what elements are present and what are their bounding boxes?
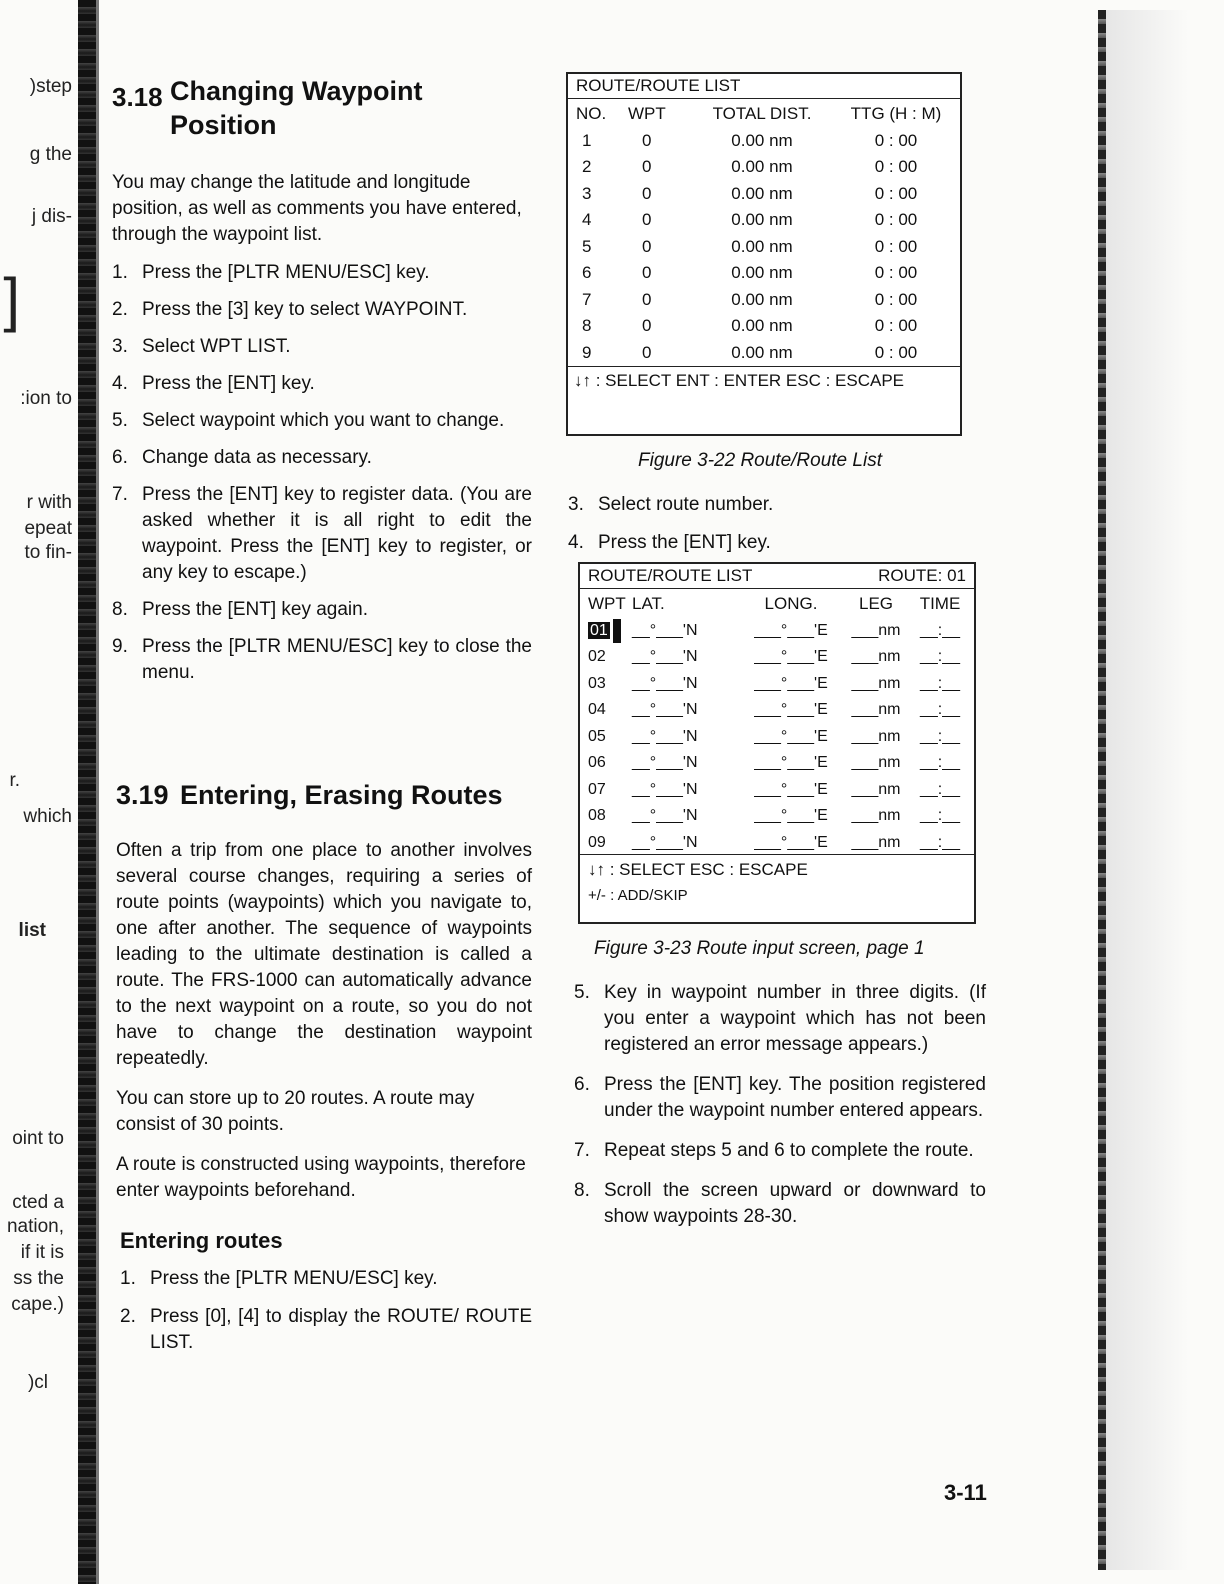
table-cell: 0 : 00 [874,342,918,362]
step-number: 3. [112,336,128,357]
step-text: Press the [ENT] key again. [142,599,368,620]
table-cell: 0.00 nm [731,130,793,150]
waypoint-id-cell [580,697,632,724]
table-cell: 0 : 00 [874,263,918,283]
step-number: 7. [112,484,128,505]
table-cell: 0 [642,236,652,256]
step-number: 9. [112,636,128,657]
step-text: Scroll the screen upward or downward to show waypoints 28-30. [604,1180,986,1227]
step-number: 1. [112,262,128,283]
table-header [568,101,960,128]
column-header: TTG (H : M) [850,104,942,124]
table-cell: 0 [642,183,652,203]
column-header: LEG [858,594,894,614]
table-row [568,260,960,287]
book-binding [78,0,96,1584]
step-number: 5. [574,982,590,1003]
table-cell: 0 [642,157,652,177]
bleed-text: cted a [12,1192,64,1213]
placeholder-field: ___nm [851,648,901,666]
step-text: Press the [PLTR MENU/ESC] key to close the menu. [142,636,532,683]
step-text: Select route number. [598,494,774,515]
table-row [580,803,974,830]
bleed-text: )cl [27,1372,48,1393]
placeholder-field: __°___'N [632,807,698,825]
column-header: WPT [628,104,666,124]
figure-caption: Figure 3-22 Route/Route List [638,450,882,471]
table-row [568,207,960,234]
placeholder-field: __:__ [919,780,961,798]
placeholder-field: ___°___'E [754,780,828,798]
bleed-text: nation, [6,1216,64,1237]
table-row [580,750,974,777]
section-title: Entering, Erasing Routes [180,780,503,810]
table-cell: 0 [642,130,652,150]
table-row [580,618,974,645]
step-number: 8. [574,1180,590,1201]
placeholder-field: __°___'N [632,754,698,772]
table-row [568,340,960,367]
placeholder-field: __:__ [919,833,961,851]
table-row [580,830,974,857]
step-number: 6. [574,1074,590,1095]
step-item [120,1266,532,1292]
placeholder-field: __°___'N [632,833,698,851]
column-header: LONG. [764,594,818,614]
steps-list [116,1266,532,1356]
section-heading [112,74,532,142]
table-cell: 0 : 00 [874,183,918,203]
column-header: TIME [919,594,961,614]
table-cell: 7 [582,289,592,309]
table-cell: 0 : 00 [874,289,918,309]
placeholder-field: ___nm [851,701,901,719]
screen-title-bar [580,564,974,589]
step-number: 1. [120,1268,136,1289]
section-number: 3.19 [116,780,169,810]
paragraph: You can store up to 20 routes. A route may consist of 30 points. [116,1088,475,1135]
placeholder-field: ___°___'E [754,807,828,825]
step-text: Repeat steps 5 and 6 to complete the route. [604,1140,974,1161]
screen-title: ROUTE/ROUTE LIST [568,74,960,99]
table-cell: 0 [642,316,652,336]
placeholder-field: ___°___'E [754,701,828,719]
placeholder-field: __°___'N [632,780,698,798]
table-cell: 0.00 nm [731,342,793,362]
table-row [580,777,974,804]
step-text: Change data as necessary. [142,447,372,468]
step-item [112,297,532,323]
step-item [112,597,532,623]
placeholder-field: __:__ [919,727,961,745]
waypoint-id-cell [580,724,632,751]
step-number: 2. [120,1306,136,1327]
table-cell: 0 [642,210,652,230]
placeholder-field: ___nm [851,754,901,772]
table-row [568,234,960,261]
waypoint-id: 01 [590,621,608,639]
table-cell: 8 [582,316,592,336]
figure-caption: Figure 3-23 Route input screen, page 1 [594,938,925,959]
screen-title: ROUTE/ROUTE LIST [588,566,753,585]
bleed-text: r with [26,492,72,513]
table-cell: 0 : 00 [874,157,918,177]
step-text: Press the [PLTR MENU/ESC] key. [142,262,430,283]
table-cell: 9 [582,342,592,362]
bleed-text: :ion to [20,388,72,409]
waypoint-id-cell [580,671,632,698]
step-number: 2. [112,299,128,320]
table-row [568,287,960,314]
bleed-text: to fin- [24,542,72,563]
step-text: Press the [ENT] key. [142,373,315,394]
table-cell: 0.00 nm [731,316,793,336]
step-item [120,1304,532,1356]
route-input-table [580,591,974,856]
paragraph: A route is constructed using waypoints, therefore enter waypoints beforehand. [116,1154,526,1201]
bleed-text: ] [3,266,20,333]
step-text: Press the [PLTR MENU/ESC] key. [150,1268,438,1289]
bleed-text: j dis- [31,206,72,227]
step-item [112,371,532,397]
placeholder-field: __°___'N [632,621,698,639]
table-cell: 0 : 00 [874,130,918,150]
page-number: 3-11 [944,1480,987,1505]
route-input-screen [578,562,976,924]
footer-line: +/- : ADD/SKIP [588,887,688,904]
table-cell: 0 [642,263,652,283]
bleed-text: ss the [13,1268,64,1289]
waypoint-id-cell [580,803,632,830]
placeholder-field: ___°___'E [754,621,828,639]
step-number: 7. [574,1140,590,1161]
table-row [568,128,960,155]
step-text: Press [0], [4] to display the ROUTE/ ROUTE LIST. [150,1306,532,1353]
bleed-text: epeat [24,518,72,539]
waypoint-id-cell [580,830,632,857]
waypoint-id: 08 [588,807,606,825]
table-cell: 0 : 00 [874,210,918,230]
step-text: Press the [ENT] key. [598,532,771,553]
waypoint-id-cell [580,644,632,671]
steps-list [112,260,532,686]
step-text: Select waypoint which you want to change. [142,410,505,431]
waypoint-id: 04 [588,701,606,719]
step-item [574,1138,986,1164]
route-list-screen [566,72,962,436]
table-cell: 0.00 nm [731,263,793,283]
table-row [568,181,960,208]
section-3-18 [112,74,532,697]
step-number: 3. [568,494,584,515]
placeholder-field: ___°___'E [754,754,828,772]
waypoint-id-cell [580,750,632,777]
table-row [580,724,974,751]
waypoint-id: 05 [588,727,606,745]
step-number: 6. [112,447,128,468]
step-number: 8. [112,599,128,620]
placeholder-field: ___nm [851,674,901,692]
step-number: 5. [112,410,128,431]
footer-line: ↓↑ : SELECT ESC : ESCAPE [588,860,808,879]
bleed-text: )step [29,76,72,97]
step-text: Press the [ENT] key to register data. (You are asked whether it is all right to edit the waypoint. Press the [ENT] key to register, or any key to escape.) [142,484,532,583]
right-page-edge [1098,10,1106,1570]
right-page-shadow [1106,10,1224,1570]
waypoint-id: 07 [588,780,606,798]
step-number: 4. [568,532,584,553]
placeholder-field: __:__ [919,754,961,772]
bleed-text: r. [9,770,20,791]
table-row [580,644,974,671]
step-number: 4. [112,373,128,394]
waypoint-id-cell [580,618,632,645]
route-number: ROUTE: 01 [878,566,966,585]
placeholder-field: ___nm [851,621,901,639]
placeholder-field: ___°___'E [754,727,828,745]
placeholder-field: ___nm [851,780,901,798]
placeholder-field: __°___'N [632,648,698,666]
table-cell: 0 : 00 [874,236,918,256]
bleed-text: oint to [12,1128,64,1149]
table-cell: 0 [642,289,652,309]
steps-list [568,492,968,568]
table-header [580,591,974,618]
table-cell: 0.00 nm [731,236,793,256]
placeholder-field: __°___'N [632,701,698,719]
step-item [112,408,532,434]
step-item [574,1178,986,1230]
table-row [568,154,960,181]
screen-footer: ↓↑ : SELECT ENT : ENTER ESC : ESCAPE [568,366,960,395]
placeholder-field: __:__ [919,621,961,639]
step-text: Key in waypoint number in three digits. (If you enter a waypoint which has not been registered an error message appears.) [604,982,986,1055]
table-cell: 5 [582,236,592,256]
section-heading [116,778,532,812]
column-header: NO. [576,104,607,124]
section-title: Changing Waypoint [170,76,423,106]
placeholder-field: ___nm [851,833,901,851]
section-number: 3.18 [112,82,163,112]
steps-list [574,980,986,1244]
bleed-text: g the [29,144,72,165]
placeholder-field: __°___'N [632,727,698,745]
route-list-table [568,101,960,366]
column-header: WPT [588,594,626,614]
waypoint-id: 03 [588,674,606,692]
bleed-text: if it is [20,1242,64,1263]
table-cell: 0.00 nm [731,183,793,203]
table-cell: 0.00 nm [731,210,793,230]
step-item [112,260,532,286]
table-cell: 0.00 nm [731,157,793,177]
table-row [580,671,974,698]
placeholder-field: __:__ [919,674,961,692]
intro-paragraph: You may change the latitude and longitude position, as well as comments you have entered, through the waypoint list. [112,172,522,245]
table-cell: 4 [582,210,592,230]
step-text: Press the [3] key to select WAYPOINT. [142,299,468,320]
placeholder-field: ___nm [851,807,901,825]
step-text: Select WPT LIST. [142,336,291,357]
paragraph: Often a trip from one place to another involves several course changes, requiring a series of route points (waypoints) which you navigate to, one after another. The sequence of waypoints leading to the ultimate destination is called a route. The FRS-1000 can automatically advance to the next waypoint on a route, so you do not have to change the destination waypoint repeatedly. [116,840,532,1069]
step-item [112,634,532,686]
bleed-text: list [18,920,46,941]
placeholder-field: __:__ [919,807,961,825]
waypoint-id: 02 [588,648,606,666]
table-cell: 3 [582,183,592,203]
placeholder-field: ___°___'E [754,674,828,692]
waypoint-id-cell [580,777,632,804]
table-cell: 1 [582,130,592,150]
step-item [112,482,532,586]
step-item [574,1072,986,1124]
waypoint-id: 06 [588,754,606,772]
step-item [568,492,968,518]
table-row [580,697,974,724]
step-item [112,445,532,471]
table-cell: 0 [642,342,652,362]
placeholder-field: ___nm [851,727,901,745]
placeholder-field: __°___'N [632,674,698,692]
section-3-19 [116,778,532,1368]
waypoint-id: 09 [588,833,606,851]
column-header: LAT. [632,594,665,614]
input-cursor [613,619,621,643]
placeholder-field: ___°___'E [754,648,828,666]
step-text: Press the [ENT] key. The position registered under the waypoint number entered appears. [604,1074,986,1121]
table-cell: 0 : 00 [874,316,918,336]
section-title-line2: Position [170,110,277,140]
step-item [112,334,532,360]
table-cell: 2 [582,157,592,177]
placeholder-field: __:__ [919,701,961,719]
table-cell: 0.00 nm [731,289,793,309]
bleed-text: cape.) [11,1294,64,1315]
column-header: TOTAL DIST. [712,104,812,124]
binding-edge [96,0,99,1584]
subsection-heading: Entering routes [120,1228,283,1253]
screen-footer [580,854,974,911]
step-item [574,980,986,1058]
table-cell: 6 [582,263,592,283]
placeholder-field: __:__ [919,648,961,666]
bleed-text: which [23,806,72,827]
placeholder-field: ___°___'E [754,833,828,851]
table-row [568,313,960,340]
step-item [568,530,968,556]
